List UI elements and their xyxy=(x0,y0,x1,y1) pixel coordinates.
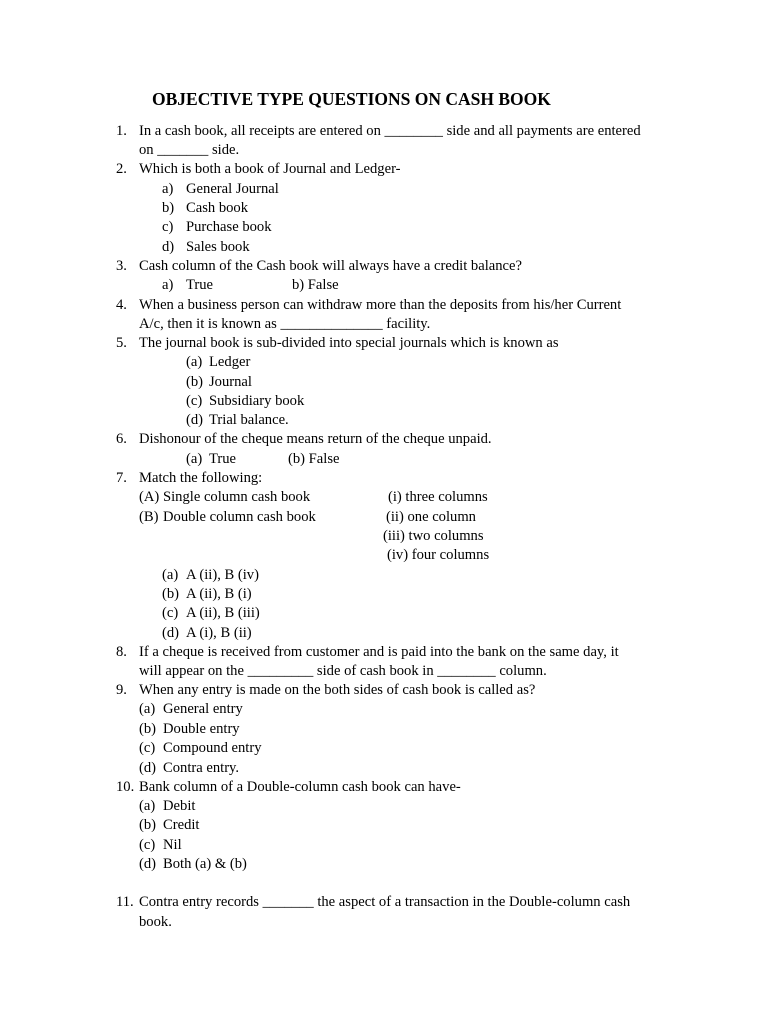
question-text: Match the following: xyxy=(139,470,263,486)
match-left-label: (A) xyxy=(139,489,160,505)
question-text: Contra entry records _______ the aspect of a transaction in the Double-column cash xyxy=(139,894,631,910)
question-text-cont: A/c, then it is known as ______________ facility. xyxy=(139,316,431,332)
option-text: General Journal xyxy=(186,181,279,197)
question-text: When a business person can withdraw more than the deposits from his/her Current xyxy=(139,297,622,313)
option-text: General entry xyxy=(163,701,243,717)
question-number: 10. xyxy=(116,779,135,795)
option-label: (c) xyxy=(186,393,203,409)
question-text: The journal book is sub-divided into special journals which is known as xyxy=(139,335,559,351)
option-text: Cash book xyxy=(186,200,249,216)
question-number: 2. xyxy=(116,161,127,177)
option-text: Trial balance. xyxy=(209,412,289,428)
option-label: d) xyxy=(162,239,175,255)
question-text: Which is both a book of Journal and Ledger- xyxy=(139,161,401,177)
question-number: 7. xyxy=(116,470,127,486)
match-right-item: (ii) one column xyxy=(386,509,476,525)
match-left-text: Double column cash book xyxy=(163,509,316,525)
question-number: 11. xyxy=(116,894,134,910)
option-text: A (ii), B (iv) xyxy=(186,567,259,583)
option-text: Both (a) & (b) xyxy=(163,856,247,872)
question-text-cont: on _______ side. xyxy=(139,142,240,158)
option-label: (a) xyxy=(139,701,156,717)
option-text: Compound entry xyxy=(163,740,262,756)
question-text-cont: will appear on the _________ side of cash book in ________ column. xyxy=(139,663,547,679)
match-left-label: (B) xyxy=(139,509,159,525)
option-label: (a) xyxy=(139,798,156,814)
option-label: (d) xyxy=(139,856,157,872)
option-text: A (ii), B (iii) xyxy=(186,605,260,621)
option-text: Ledger xyxy=(209,354,251,370)
option-text: Credit xyxy=(163,817,200,833)
question-text: In a cash book, all receipts are entered on ________ side and all payments are entered xyxy=(139,123,641,139)
option-label: (b) xyxy=(186,374,204,390)
option-text: (b) False xyxy=(288,451,340,467)
option-label: a) xyxy=(162,181,174,197)
option-label: a) xyxy=(162,277,174,293)
question-number: 9. xyxy=(116,682,127,698)
question-number: 1. xyxy=(116,123,127,139)
option-text: A (i), B (ii) xyxy=(186,625,252,641)
option-label: b) xyxy=(162,200,175,216)
option-label: (d) xyxy=(186,412,204,428)
option-label: (a) xyxy=(186,451,203,467)
option-text: Journal xyxy=(209,374,252,390)
option-text: Double entry xyxy=(163,721,240,737)
question-text-cont: book. xyxy=(139,914,172,930)
option-label: (b) xyxy=(162,586,180,602)
question-number: 5. xyxy=(116,335,127,351)
option-label: (d) xyxy=(139,760,157,776)
question-text: Dishonour of the cheque means return of the cheque unpaid. xyxy=(139,431,492,447)
question-text: When any entry is made on the both sides of cash book is called as? xyxy=(139,682,536,698)
option-label: c) xyxy=(162,219,174,235)
question-number: 4. xyxy=(116,297,127,313)
option-label: (c) xyxy=(162,605,179,621)
option-text: Contra entry. xyxy=(163,760,240,776)
option-label: (b) xyxy=(139,817,157,833)
match-right-item: (i) three columns xyxy=(388,489,488,505)
option-text: Nil xyxy=(163,837,182,853)
option-label: (a) xyxy=(162,567,179,583)
option-label: (c) xyxy=(139,740,156,756)
option-text: A (ii), B (i) xyxy=(186,586,252,602)
question-number: 8. xyxy=(116,644,127,660)
option-label: (d) xyxy=(162,625,180,641)
option-text: Subsidiary book xyxy=(209,393,305,409)
question-text: Cash column of the Cash book will always have a credit balance? xyxy=(139,258,522,274)
match-left-text: Single column cash book xyxy=(163,489,311,505)
option-text: b) False xyxy=(292,277,339,293)
question-text: Bank column of a Double-column cash book can have- xyxy=(139,779,461,795)
option-label: (b) xyxy=(139,721,157,737)
option-text: True xyxy=(209,451,237,467)
page-title: OBJECTIVE TYPE QUESTIONS ON CASH BOOK xyxy=(152,89,551,109)
option-text: Purchase book xyxy=(186,219,272,235)
match-right-item: (iii) two columns xyxy=(383,528,484,544)
option-label: (c) xyxy=(139,837,156,853)
option-text: True xyxy=(186,277,214,293)
option-text: Debit xyxy=(163,798,196,814)
question-number: 6. xyxy=(116,431,127,447)
match-right-item: (iv) four columns xyxy=(387,547,490,563)
option-text: Sales book xyxy=(186,239,250,255)
question-number: 3. xyxy=(116,258,127,274)
question-text: If a cheque is received from customer and is paid into the bank on the same day, it xyxy=(139,644,619,660)
option-label: (a) xyxy=(186,354,203,370)
